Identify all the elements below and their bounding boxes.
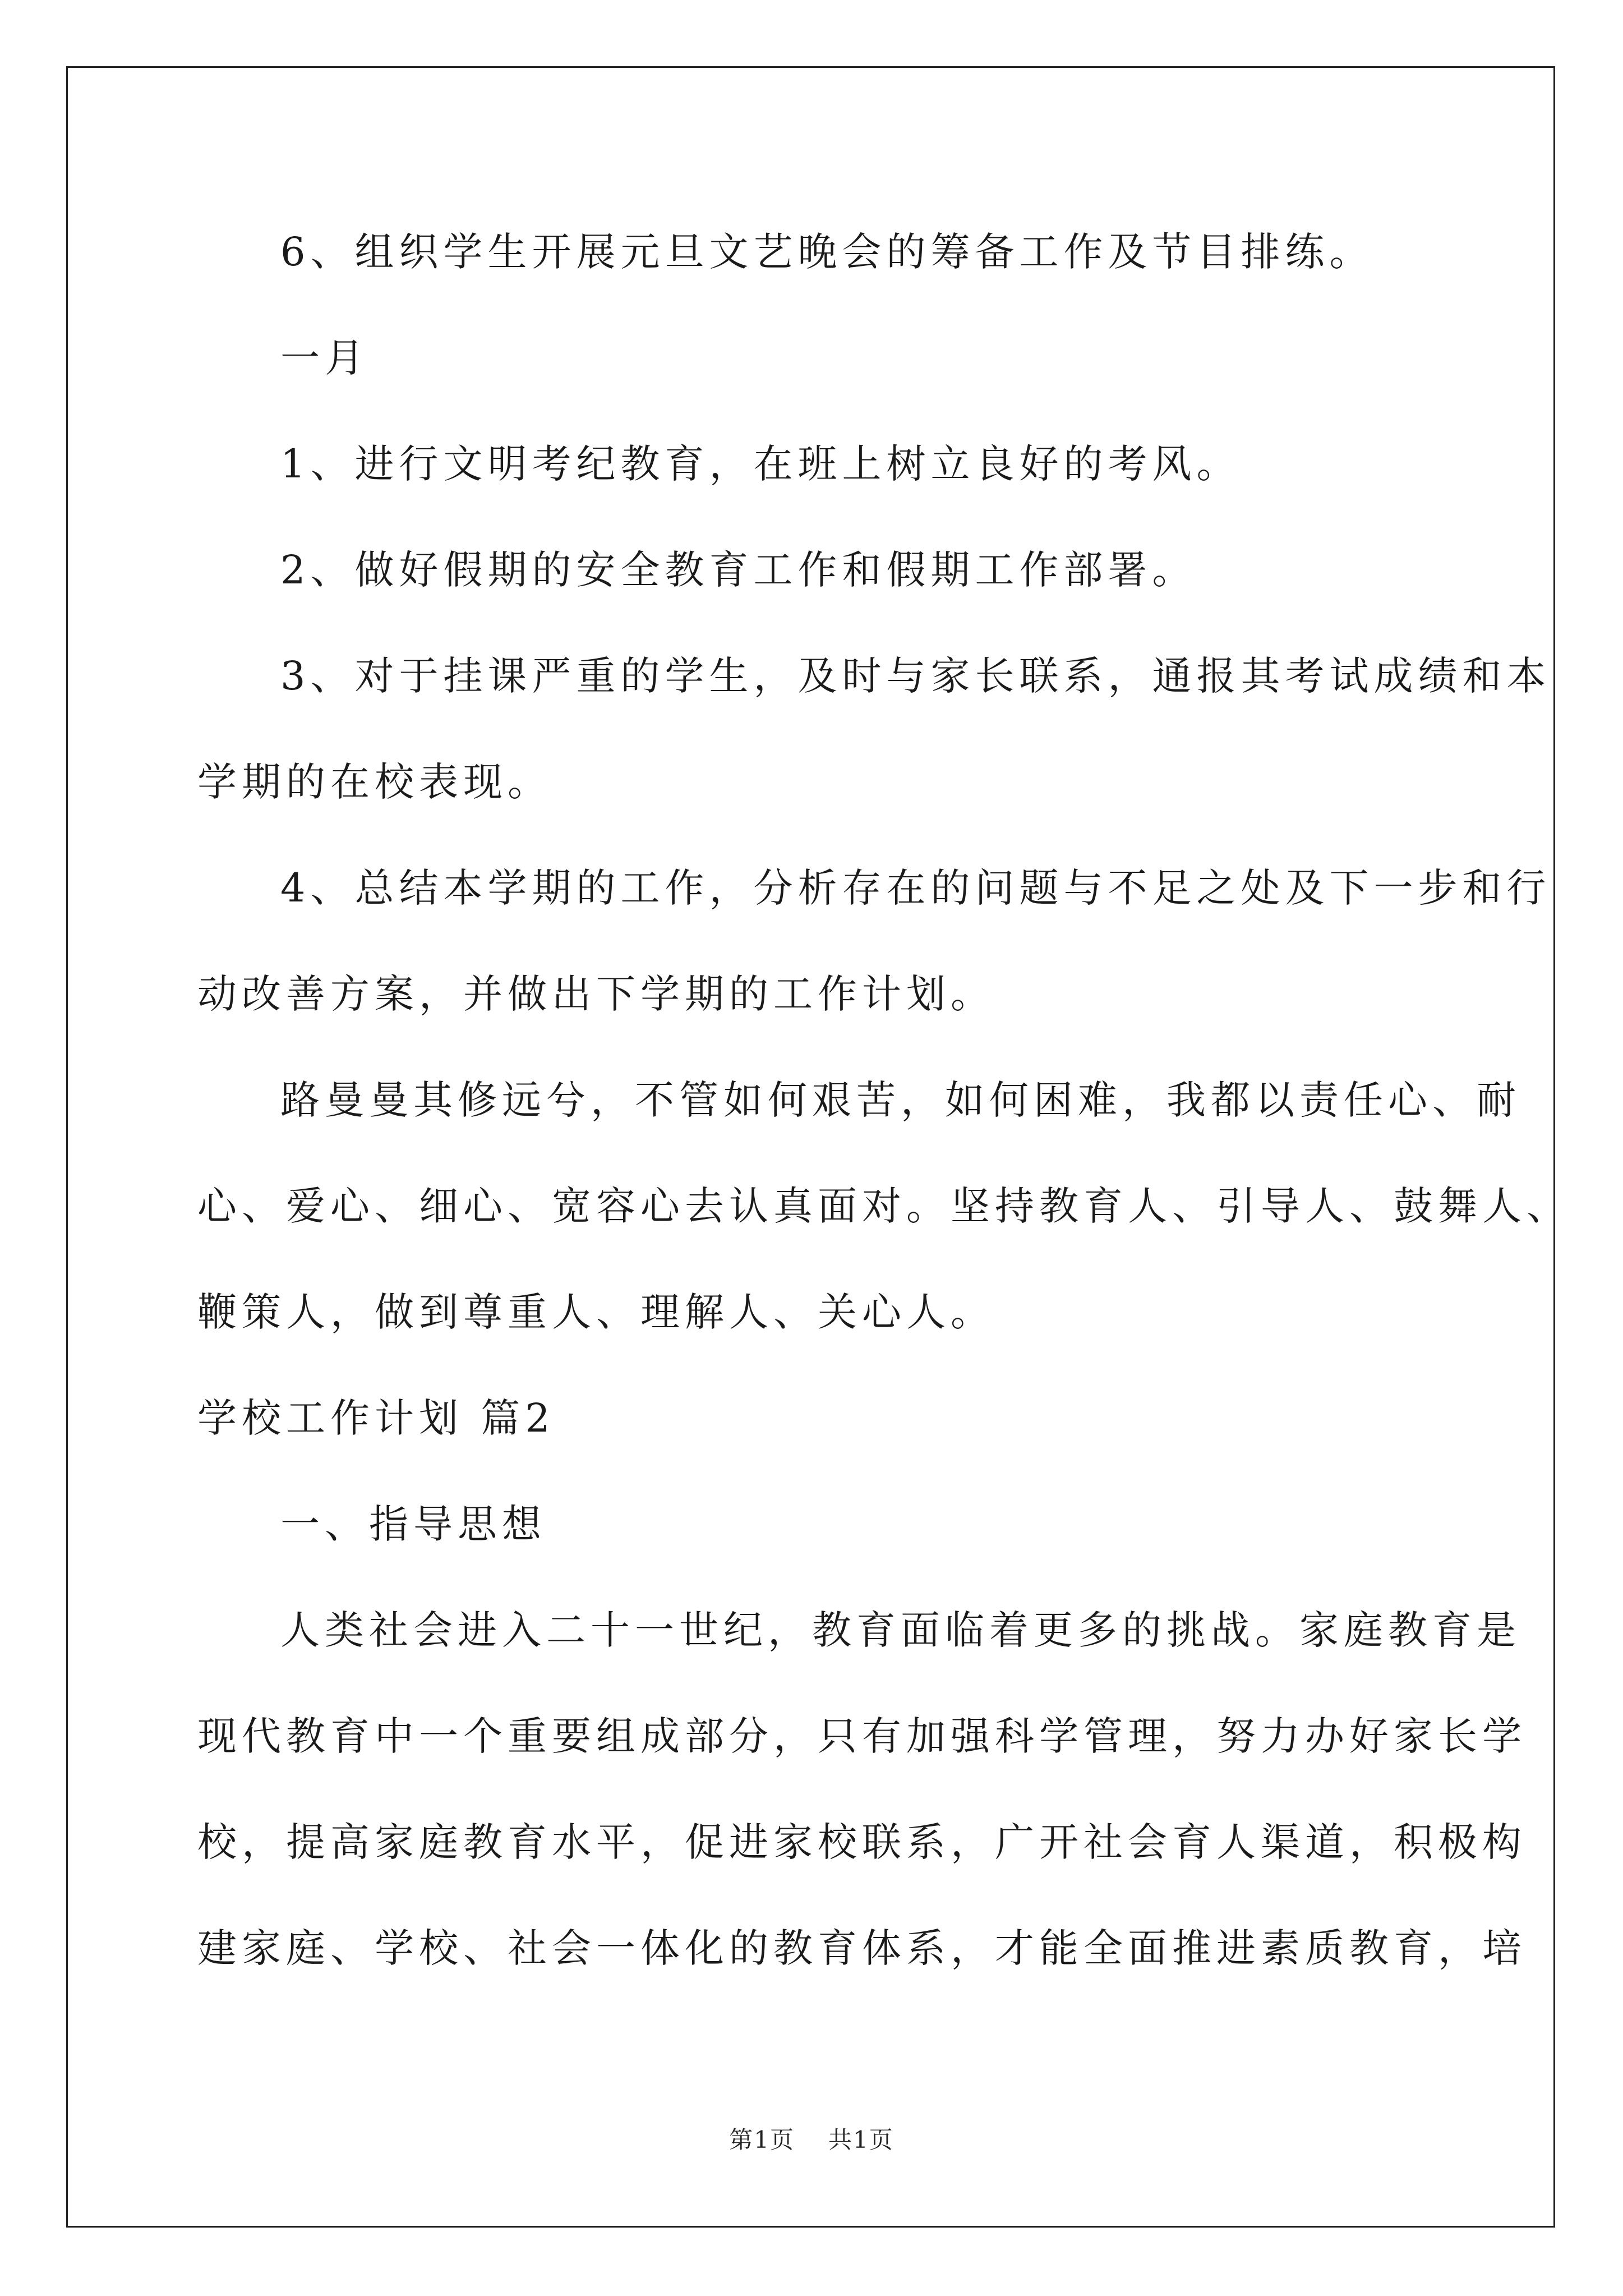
paragraph-line: 1、进行文明考纪教育，在班上树立良好的考风。: [280, 441, 1241, 487]
paragraph-line: 6、组织学生开展元旦文艺晚会的筹备工作及节目排练。: [280, 229, 1374, 275]
paragraph-line: 动改善方案，并做出下学期的工作计划。: [197, 971, 995, 1017]
section-heading: 一、指导思想: [280, 1501, 546, 1547]
paragraph-line: 4、总结本学期的工作，分析存在的问题与不足之处及下一步和行: [280, 865, 1551, 911]
paragraph-line: 3、对于挂课严重的学生，及时与家长联系，通报其考试成绩和本: [280, 653, 1551, 699]
section-heading-january: 一月: [280, 335, 369, 381]
paragraph-line: 现代教育中一个重要组成部分，只有加强科学管理，努力办好家长学: [197, 1713, 1527, 1759]
page-border: [66, 66, 1555, 2228]
page-number-current: 第1页: [729, 2126, 795, 2154]
paragraph-line: 校，提高家庭教育水平，促进家校联系，广开社会育人渠道，积极构: [197, 1819, 1527, 1865]
paragraph-line: 心、爱心、细心、宽容心去认真面对。坚持教育人、引导人、鼓舞人、: [197, 1183, 1571, 1229]
paragraph-line: 2、做好假期的安全教育工作和假期工作部署。: [280, 547, 1197, 593]
paragraph-line: 路曼曼其修远兮，不管如何艰苦，如何困难，我都以责任心、耐: [280, 1077, 1521, 1123]
paragraph-line: 建家庭、学校、社会一体化的教育体系，才能全面推进素质教育，培: [197, 1925, 1527, 1971]
page-number-total: 共1页: [828, 2126, 894, 2154]
paragraph-line: 人类社会进入二十一世纪，教育面临着更多的挑战。家庭教育是: [280, 1607, 1521, 1653]
paragraph-line: 鞭策人，做到尊重人、理解人、关心人。: [197, 1289, 995, 1335]
page-footer: [0, 2123, 1623, 2157]
article-title: 学校工作计划 篇2: [197, 1395, 555, 1441]
paragraph-line: 学期的在校表现。: [197, 759, 552, 805]
